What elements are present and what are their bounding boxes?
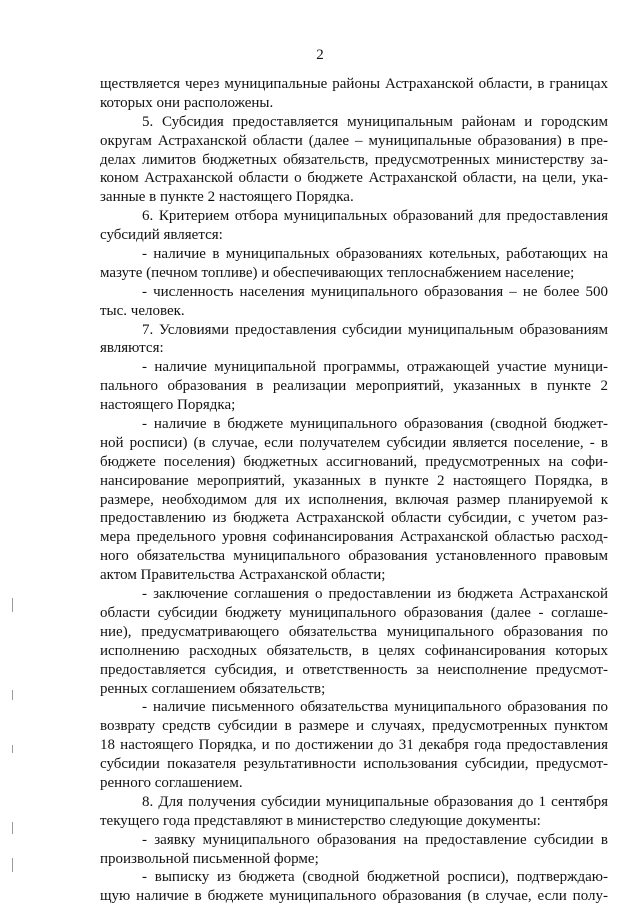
text-line: пального образования в реализации мероприятий, указанных в пункте 2 bbox=[100, 378, 608, 395]
text-line: ренных соглашением обязательств; bbox=[100, 680, 326, 697]
page-number: 2 bbox=[316, 47, 324, 63]
text-line: - наличие муниципальной программы, отражающей участие муници- bbox=[142, 359, 608, 376]
text-line: - наличие письменного обязательства муниципального образования по bbox=[142, 699, 608, 716]
text-line: щую наличие в бюджете муниципального образования (в случае, если полу- bbox=[100, 888, 608, 905]
text-line: ние), предусматривающего обязательства муниципального образования по bbox=[100, 623, 608, 640]
text-line: возврату средств субсидии в размере и случаях, предусмотренных пунктом bbox=[100, 718, 608, 735]
scan-artifact bbox=[12, 822, 13, 834]
text-line: бюджете поселения) бюджетных ассигнований, предусмотренных на софи- bbox=[100, 453, 608, 470]
text-line: ной росписи) (в случае, если получателем субсидии является поселение, - в bbox=[100, 434, 608, 451]
text-line: которых они расположены. bbox=[100, 94, 274, 111]
text-line: 5. Субсидия предоставляется муниципальным районам и городским bbox=[142, 113, 608, 130]
scan-artifact bbox=[12, 598, 13, 612]
text-line: коном Астраханской области о бюджете Астраханской области, на цели, ука- bbox=[100, 170, 608, 187]
text-line: субсидии показателя результативности использования субсидии, предусмот- bbox=[100, 756, 608, 773]
text-line: делах лимитов бюджетных обязательств, предусмотренных министерству за- bbox=[100, 151, 608, 168]
scan-artifact bbox=[12, 858, 13, 872]
text-line: тыс. человек. bbox=[100, 302, 185, 319]
text-line: ного обязательства муниципального образования установленного правовым bbox=[100, 548, 608, 565]
text-line: являются: bbox=[100, 340, 164, 357]
text-line: настоящего Порядка; bbox=[100, 397, 236, 414]
text-line: 7. Условиями предоставления субсидии муниципальным образованиям bbox=[142, 321, 608, 338]
text-line: - численность населения муниципального образования – не более 500 bbox=[142, 283, 608, 300]
scan-artifact bbox=[12, 690, 13, 700]
text-line: субсидий является: bbox=[100, 227, 223, 244]
text-line: предоставляется субсидия, и ответственность за неисполнение предусмот- bbox=[100, 661, 608, 678]
text-line: актом Правительства Астраханской области; bbox=[100, 567, 386, 584]
text-line: 6. Критерием отбора муниципальных образований для предоставления bbox=[142, 208, 608, 225]
text-line: мазуте (печном топливе) и обеспечивающих теплоснабжением население; bbox=[100, 264, 575, 281]
text-line: размере, необходимом для их исполнения, включая размер планируемой к bbox=[100, 491, 608, 508]
text-line: предоставлению из бюджета Астраханской области субсидии, с учетом раз- bbox=[100, 510, 608, 527]
document-body bbox=[100, 75, 608, 906]
text-line: занные в пункте 2 настоящего Порядка. bbox=[100, 189, 354, 206]
text-line: 18 настоящего Порядка, и по достижении до 31 декабря года предоставления bbox=[100, 737, 608, 754]
text-line: округам Астраханской области (далее – муниципальные образования) в пре- bbox=[100, 132, 608, 149]
text-line: произвольной письменной форме; bbox=[100, 850, 319, 867]
text-line: нансирование мероприятий, указанных в пункте 2 настоящего Порядка, в bbox=[100, 472, 608, 489]
text-line: исполнению расходных обязательств, в целях софинансирования которых bbox=[100, 642, 608, 659]
text-line: 8. Для получения субсидии муниципальные образования до 1 сентября bbox=[142, 793, 608, 810]
text-line: - заявку муниципального образования на предоставление субсидии в bbox=[142, 831, 608, 848]
text-line: - заключение соглашения о предоставлении из бюджета Астраханской bbox=[142, 586, 608, 603]
text-line: ществляется через муниципальные районы Астраханской области, в границах bbox=[100, 76, 608, 92]
text-line: области субсидии бюджету муниципального образования (далее - соглаше- bbox=[100, 604, 608, 621]
scan-artifact bbox=[12, 745, 13, 753]
text-line: мера предельного уровня софинансирования Астраханской областью расход- bbox=[100, 529, 608, 546]
text-line: ренного соглашением. bbox=[100, 774, 243, 791]
text-line: текущего года представляют в министерство следующие документы: bbox=[100, 812, 541, 829]
text-line: - наличие в муниципальных образованиях котельных, работающих на bbox=[142, 246, 608, 263]
text-line: - выписку из бюджета (сводной бюджетной росписи), подтверждаю- bbox=[142, 869, 608, 886]
text-line: - наличие в бюджете муниципального образования (сводной бюджет- bbox=[142, 416, 608, 433]
